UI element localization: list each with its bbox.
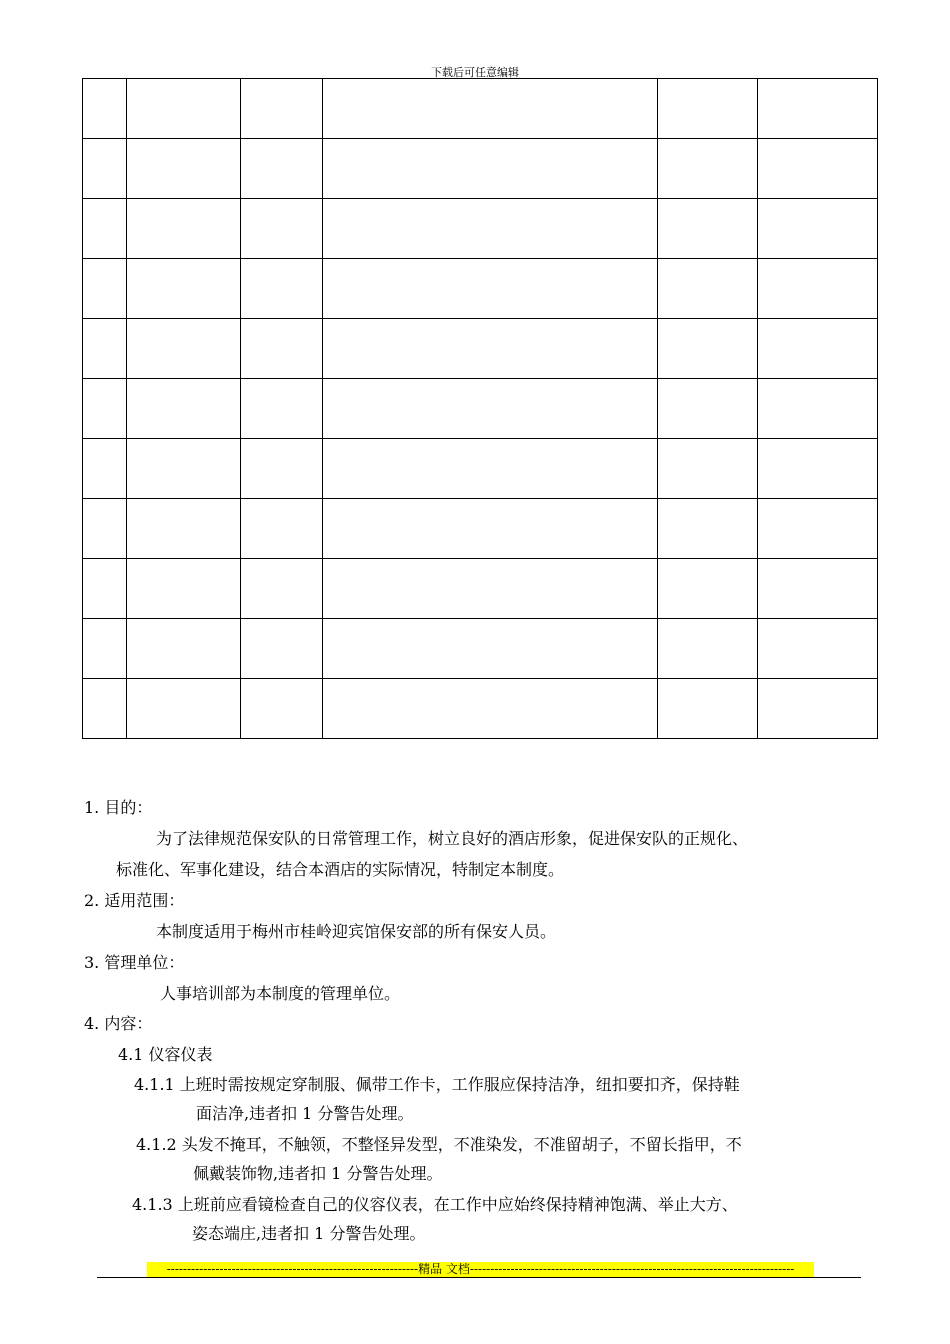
table-cell [83,319,127,379]
table-row [83,619,878,679]
item-2-line-2: 佩戴装饰物,违者扣 1 分警告处理。 [193,1164,443,1183]
item-1-line-1: 4.1.1 上班时需按规定穿制服、佩带工作卡，工作服应保持洁净，纽扣要扣齐，保持鞋 [134,1075,740,1094]
table-cell [83,679,127,739]
table-cell [83,559,127,619]
table-cell [323,619,658,679]
table-cell [241,439,323,499]
table-cell [83,139,127,199]
table-cell [758,499,878,559]
table-cell [83,259,127,319]
table-cell [658,139,758,199]
table-cell [241,559,323,619]
table-cell [127,319,241,379]
section-2-text: 本制度适用于梅州市桂岭迎宾馆保安部的所有保安人员。 [156,922,557,941]
table-cell [127,679,241,739]
table-cell [658,199,758,259]
table-cell [758,379,878,439]
table-cell [323,499,658,559]
table-cell [323,199,658,259]
table-cell [241,679,323,739]
table-cell [83,619,127,679]
table-cell [658,619,758,679]
footer-rule [97,1277,861,1278]
item-1-line-2: 面洁净,违者扣 1 分警告处理。 [196,1104,414,1123]
table-cell [241,499,323,559]
table-cell [658,679,758,739]
subsection-heading: 4.1 仪容仪表 [118,1045,213,1064]
table-cell [127,499,241,559]
table-cell [758,259,878,319]
table-cell [758,439,878,499]
table-cell [241,319,323,379]
table-cell [323,139,658,199]
table-cell [241,259,323,319]
footer-banner [147,1262,814,1277]
table-cell [127,559,241,619]
table-row [83,439,878,499]
table-cell [758,139,878,199]
table-cell [323,439,658,499]
table-cell [83,79,127,139]
table-cell [83,379,127,439]
table-cell [758,319,878,379]
table-cell [241,379,323,439]
footer-dashes-left: -------------------------------------------------------------- [166,1262,419,1276]
table-cell [758,679,878,739]
table-cell [758,199,878,259]
table-cell [658,79,758,139]
table-cell [658,259,758,319]
table-cell [323,679,658,739]
table-cell [127,199,241,259]
table-cell [83,199,127,259]
table-row [83,379,878,439]
table-cell [127,139,241,199]
item-3-line-2: 姿态端庄,违者扣 1 分警告处理。 [192,1224,426,1243]
item-3-line-1: 4.1.3 上班前应看镜检查自己的仪容仪表，在工作中应始终保持精神饱满、举止大方、 [132,1195,738,1214]
table-cell [758,559,878,619]
item-2-line-1: 4.1.2 头发不掩耳，不触领，不整怪异发型，不准染发，不准留胡子，不留长指甲，不 [136,1135,742,1154]
table-cell [323,559,658,619]
table-row [83,259,878,319]
table-cell [241,199,323,259]
table-row [83,139,878,199]
table-cell [127,259,241,319]
table-cell [323,319,658,379]
section-1-heading: 1. 目的： [84,798,153,817]
table-cell [658,559,758,619]
table-cell [658,319,758,379]
table-cell [127,439,241,499]
table-row [83,559,878,619]
table-cell [323,259,658,319]
table-cell [758,619,878,679]
table-cell [658,379,758,439]
footer-label: 精品 文档 [418,1262,470,1276]
table-cell [83,439,127,499]
section-4-heading: 4. 内容： [84,1014,153,1033]
table-cell [127,379,241,439]
table-cell [83,499,127,559]
table-row [83,679,878,739]
table-cell [241,79,323,139]
footer-dashes-right: -------------------------------------------------------------------------------- [469,1262,795,1276]
section-3-heading: 3. 管理单位： [84,953,185,972]
table-row [83,319,878,379]
table-cell [127,79,241,139]
header-note: 下载后可任意编辑 [431,66,519,79]
table-row [83,79,878,139]
table-cell [658,499,758,559]
table-cell [241,619,323,679]
table-cell [241,139,323,199]
section-1-text-line-1: 为了法律规范保安队的日常管理工作，树立良好的酒店形象，促进保安队的正规化、 [156,829,749,848]
table-cell [658,439,758,499]
table-row [83,499,878,559]
table-cell [323,379,658,439]
blank-table [82,78,878,739]
table-cell [758,79,878,139]
section-2-heading: 2. 适用范围： [84,891,185,910]
table-row [83,199,878,259]
table-cell [127,619,241,679]
section-3-text: 人事培训部为本制度的管理单位。 [160,984,401,1003]
section-1-text-line-2: 标准化、军事化建设，结合本酒店的实际情况，特制定本制度。 [116,860,565,879]
table-cell [323,79,658,139]
